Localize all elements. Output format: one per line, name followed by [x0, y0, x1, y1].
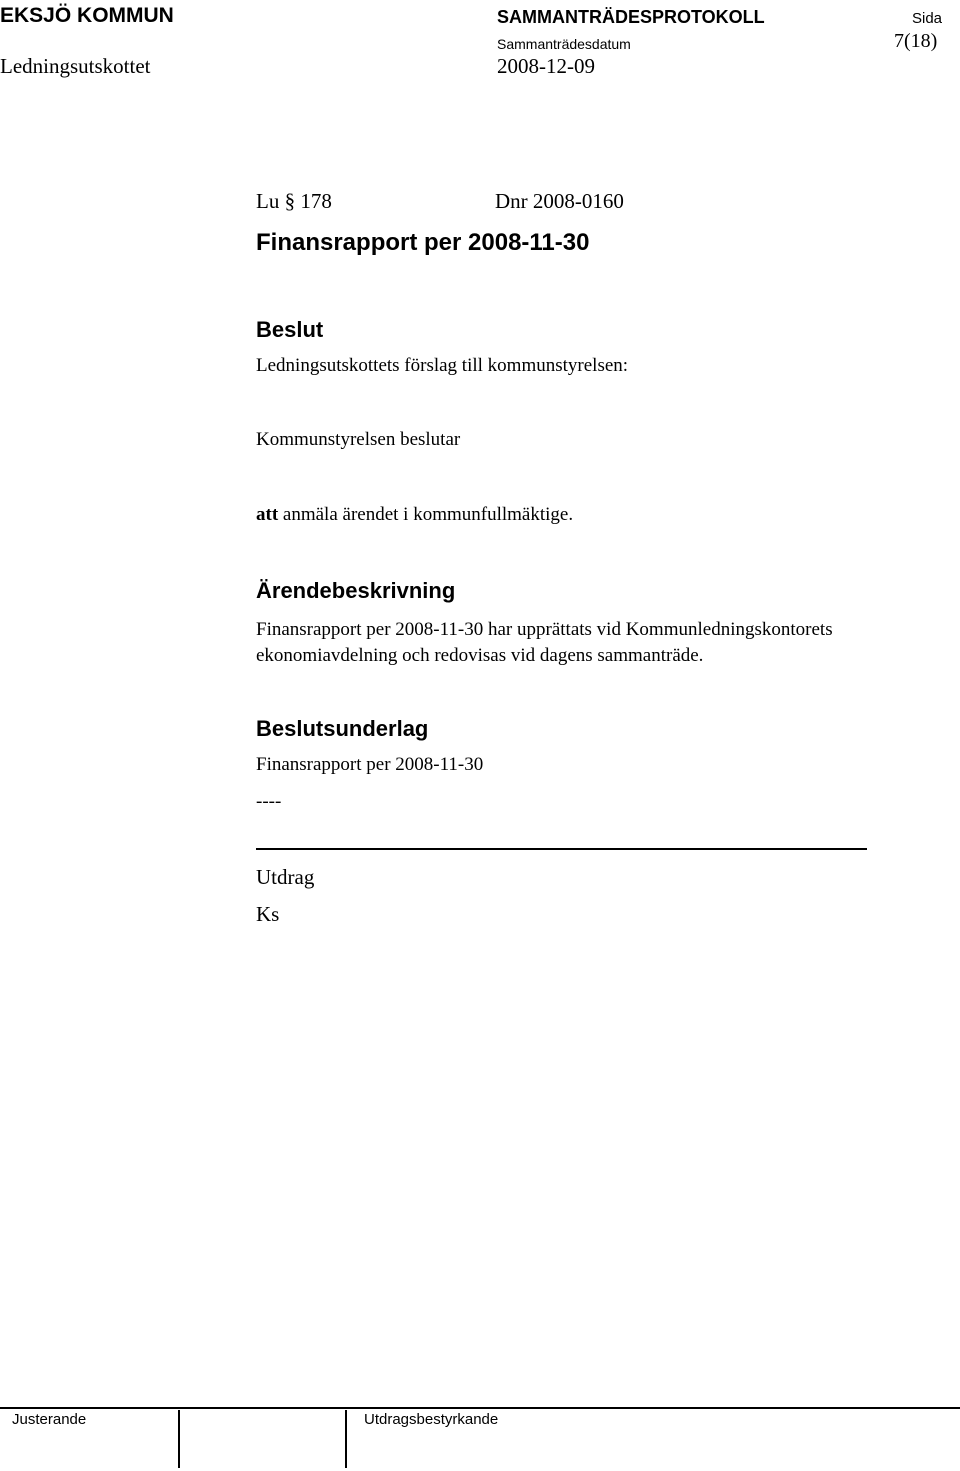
page-number: 7(18)	[894, 30, 938, 52]
footer-divider	[0, 1407, 960, 1409]
extract-recipient: Ks	[256, 902, 280, 926]
proposal-intro: Ledningsutskottets förslag till kommunstyrelsen:	[256, 355, 629, 376]
signature-box-divider	[178, 1410, 180, 1468]
signature-box-divider	[345, 1410, 347, 1468]
description-text: Finansrapport per 2008-11-30 har upprättats vid Kommunledningskontorets ekonomiavdelning och redovisas vid dagens sammanträde.	[256, 619, 833, 666]
separator-dashes: ----	[256, 791, 282, 812]
item-title: Finansrapport per 2008-11-30	[256, 229, 590, 256]
meeting-date-label: Sammanträdesdatum	[497, 36, 631, 52]
clause-text: anmäla ärendet i kommunfullmäktige.	[278, 504, 574, 525]
document-type: SAMMANTRÄDESPROTOKOLL	[497, 7, 765, 27]
organization-name: EKSJÖ KOMMUN	[0, 4, 174, 27]
decision-clause	[256, 504, 573, 526]
paragraph-reference: Lu § 178	[256, 189, 332, 213]
extract-label: Utdrag	[256, 865, 315, 889]
description-heading: Ärendebeskrivning	[256, 578, 456, 603]
board-decides-text: Kommunstyrelsen beslutar	[256, 429, 461, 450]
department-name: Ledningsutskottet	[0, 54, 151, 78]
adjuster-label: Justerande	[12, 1411, 87, 1428]
diary-number: Dnr 2008-0160	[495, 189, 624, 213]
clause-keyword: att	[256, 504, 279, 525]
divider-line	[256, 848, 867, 850]
extract-certification-label: Utdragsbestyrkande	[364, 1411, 499, 1428]
decision-heading: Beslut	[256, 317, 324, 342]
basis-heading: Beslutsunderlag	[256, 716, 429, 741]
basis-item: Finansrapport per 2008-11-30	[256, 754, 484, 775]
meeting-date: 2008-12-09	[497, 54, 595, 78]
page-label: Sida	[912, 10, 943, 27]
